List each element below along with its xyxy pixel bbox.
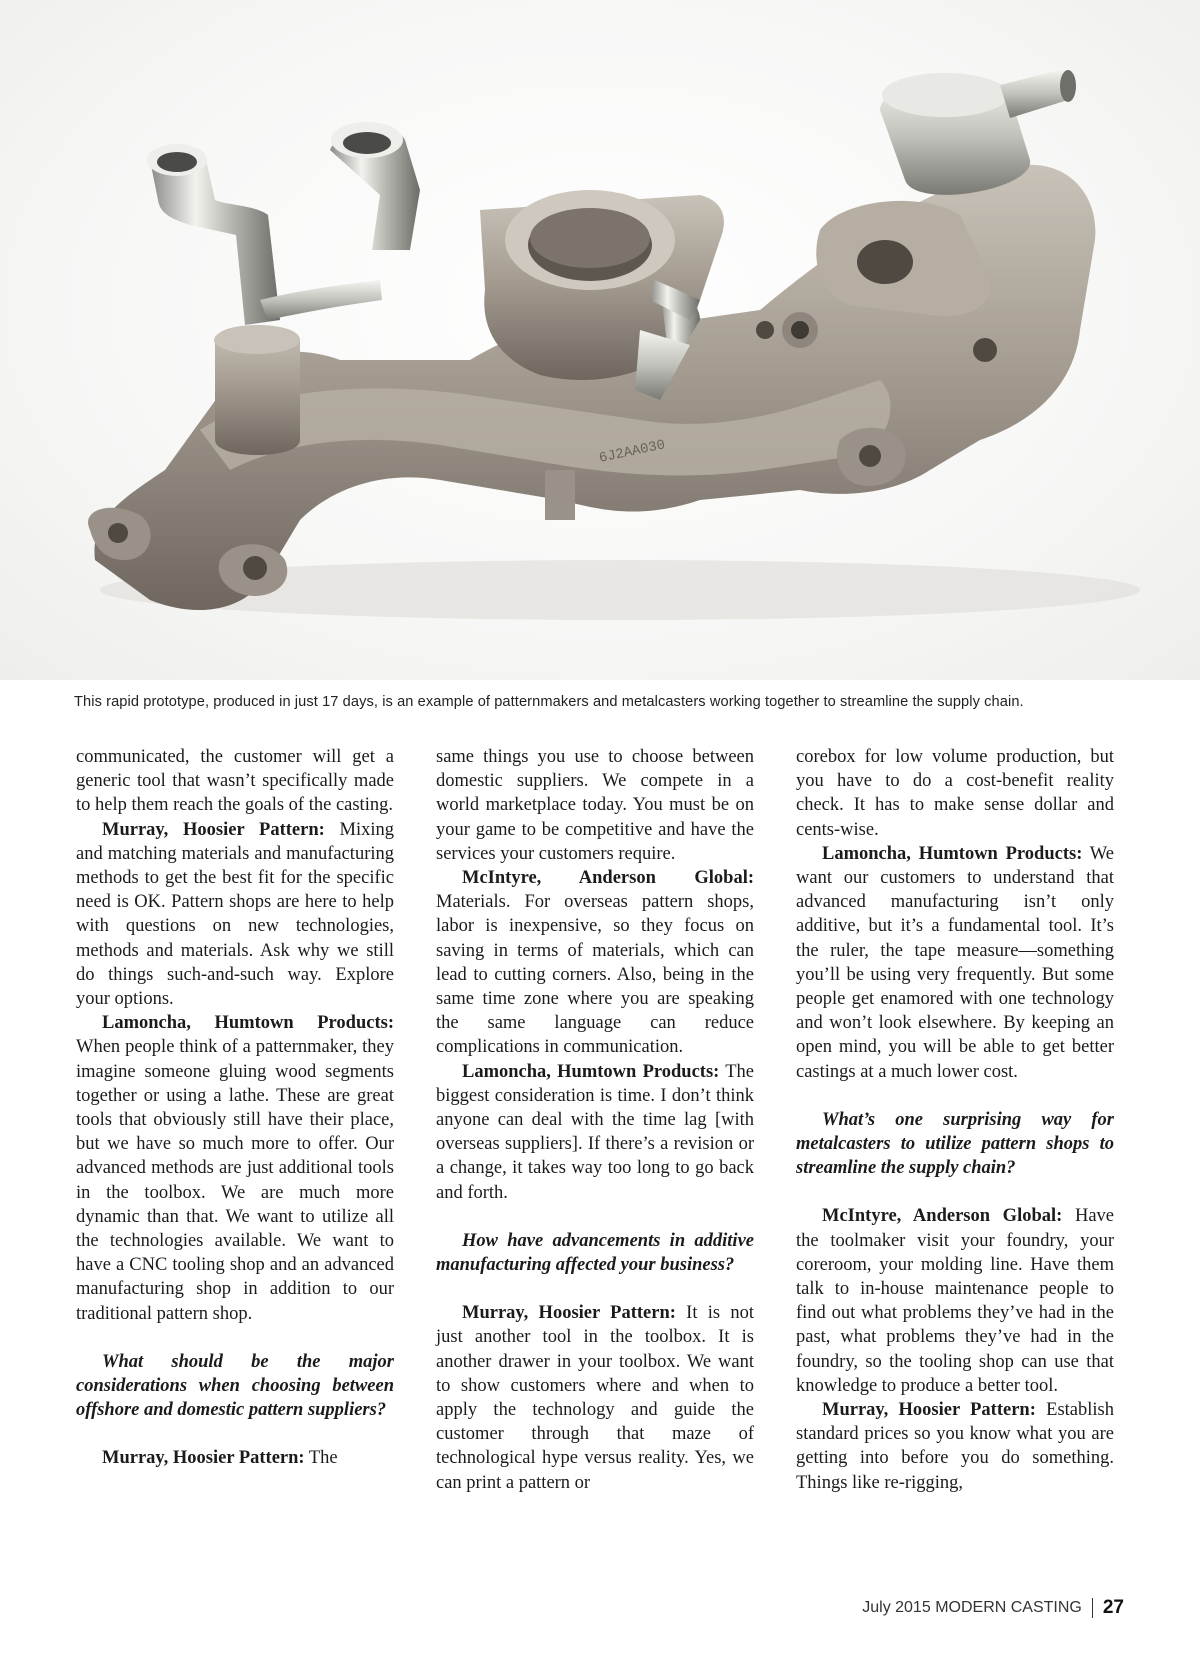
article-paragraph: [436, 745, 754, 866]
water-outlet-casting-illustration: [0, 0, 1200, 680]
casting-stamp: 6J2AA030: [597, 437, 667, 467]
paragraph-text: communicated, the customer will get a generic tool that wasn’t specifically made to help them reach the goals of the casting.: [76, 747, 394, 816]
article-paragraph: [796, 1398, 1114, 1495]
speaker-name: McIntyre, Anderson Global:: [462, 868, 754, 889]
issue-date: July 2015: [862, 1599, 931, 1616]
speaker-name: Murray, Hoosier Pattern:: [102, 819, 325, 840]
interview-question: How have advancements in additive manufacturing affected your business?: [436, 1230, 754, 1276]
page-footer: [862, 1597, 1124, 1619]
speaker-name: McIntyre, Anderson Global:: [822, 1206, 1063, 1227]
article-paragraph: [796, 842, 1114, 1084]
paragraph-text: Mixing and matching materials and manufacturing methods to get the best fit for the specific need is OK. Pattern shops are here to help with questions on new technologies, methods and materials. Ask why we still do things such-and-such way. Explore your options.: [76, 819, 395, 1010]
speaker-name: Murray, Hoosier Pattern:: [462, 1303, 676, 1324]
article-paragraph: [76, 818, 394, 1012]
paragraph-text: Materials. For overseas pattern shops, labor is inexpensive, so they focus on saving in terms of materials, which can lead to cutting corners. Also, being in the same time zone where you are speaking the same language can reduce complications in communication.: [436, 892, 754, 1058]
speaker-name: Lamoncha, Humtown Products:: [462, 1061, 720, 1082]
article-column-1: [76, 745, 394, 1471]
article-paragraph: [436, 1060, 754, 1205]
article-paragraph: [76, 745, 394, 818]
paragraph-text: The biggest consideration is time. I don’t think anyone can deal with the time lag [with overseas suppliers]. If there’s a revision or a change, it takes way too long to go back and forth.: [436, 1061, 754, 1203]
speaker-name: Lamoncha, Humtown Products:: [102, 1013, 394, 1034]
footer-divider: [1092, 1598, 1093, 1618]
photo-caption: This rapid prototype, produced in just 17 days, is an example of patternmakers and metalcasters working together to streamline the supply chain.: [74, 694, 1024, 710]
paragraph-text: Establish standard prices so you know what you are getting into before you do something. Things like re-rigging,: [796, 1400, 1114, 1493]
page-number: 27: [1102, 1597, 1124, 1618]
article-paragraph: [436, 1301, 754, 1495]
paragraph-text: corebox for low volume production, but you have to do a cost-benefit reality check. It has to make sense dollar and cents-wise.: [796, 747, 1114, 840]
paragraph-text: The: [304, 1448, 338, 1469]
interview-question: What’s one surprising way for metalcasters to utilize pattern shops to streamline the supply chain?: [796, 1109, 1114, 1179]
interview-question: What should be the major considerations when choosing between offshore and domestic pattern suppliers?: [76, 1351, 394, 1421]
article-paragraph: [436, 866, 754, 1060]
magazine-name: MODERN CASTING: [935, 1599, 1082, 1616]
product-photo: [0, 0, 1200, 680]
article-paragraph: [76, 1011, 394, 1326]
speaker-name: Lamoncha, Humtown Products:: [822, 843, 1083, 864]
article-paragraph: [76, 1446, 394, 1470]
article-paragraph: [796, 745, 1114, 842]
speaker-name: Murray, Hoosier Pattern:: [102, 1448, 305, 1469]
article-column-3: [796, 745, 1114, 1495]
speaker-name: Murray, Hoosier Pattern:: [822, 1400, 1036, 1421]
article-paragraph: [796, 1204, 1114, 1398]
paragraph-text: It is not just another tool in the toolbox. It is another drawer in your toolbox. We want to show customers where and when to apply the technology and guide the customer through that maze of technological hype versus reality. Yes, we can print a pattern or: [436, 1303, 754, 1493]
paragraph-text: When people think of a patternmaker, they imagine someone gluing wood segments together or using a lathe. These are great tools that obviously still have their place, but we have so much more to offer. Our advanced methods are just additional tools in the toolbox. We are much more dynamic than that. We want to utilize all the technologies available. We want to have a CNC tooling shop and an advanced manufacturing shop in addition to our traditional pattern shop.: [76, 1037, 394, 1324]
article-column-2: [436, 745, 754, 1495]
paragraph-text: same things you use to choose between domestic suppliers. We compete in a world marketplace today. You must be on your game to be competitive and have the services your customers require.: [436, 747, 754, 864]
paragraph-text: Have the toolmaker visit your foundry, your coreroom, your molding line. Have them talk to in-house maintenance people to find out what problems they’ve had in the past, what problems they’ve had in the foundry, so the tooling shop can use that knowledge to produce a better tool.: [796, 1206, 1114, 1396]
paragraph-text: We want our customers to understand that advanced manufacturing isn’t only additive, but it’s a fundamental tool. It’s the ruler, the tape measure—something you’ll be using very frequently. But some people get enamored with one technology and won’t look elsewhere. By keeping an open mind, you will be able to get better castings at a much lower cost.: [796, 843, 1114, 1082]
